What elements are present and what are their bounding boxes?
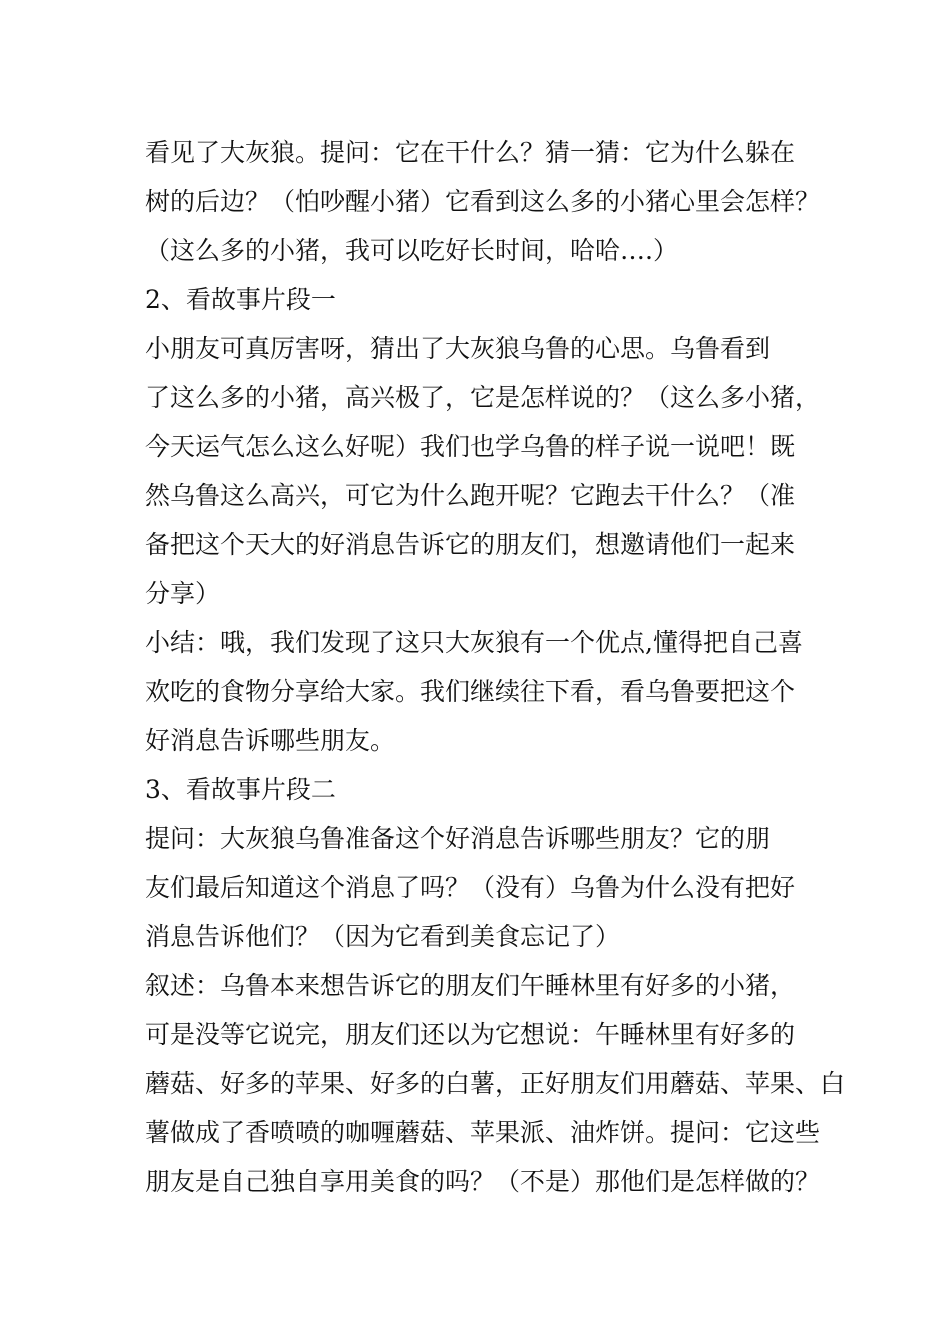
text-line: 蘑菇、好多的苹果、好多的白薯，正好朋友们用蘑菇、苹果、白 — [145, 1069, 846, 1098]
text-line: 友们最后知道这个消息了吗？（没有）乌鲁为什么没有把好 — [145, 873, 796, 902]
text-line: 分享） — [145, 579, 221, 608]
text-line: 薯做成了香喷喷的咖喱蘑菇、苹果派、油炸饼。提问：它这些 — [145, 1118, 821, 1147]
text-line: 小结：哦，我们发现了这只大灰狼有一个优点,懂得把自己喜 — [145, 628, 803, 657]
text-line: 树的后边？（怕吵醒小猪）它看到这么多的小猪心里会怎样？ — [145, 187, 821, 216]
text-line: 可是没等它说完，朋友们还以为它想说：午睡林里有好多的 — [145, 1020, 796, 1049]
text-line: 今天运气怎么这么好呢）我们也学乌鲁的样子说一说吧！既 — [145, 432, 796, 461]
text-line: 欢吃的食物分享给大家。我们继续往下看，看乌鲁要把这个 — [145, 677, 796, 706]
text-line: 然乌鲁这么高兴，可它为什么跑开呢？它跑去干什么？（准 — [145, 481, 796, 510]
text-line: 备把这个天大的好消息告诉它的朋友们，想邀请他们一起来 — [145, 530, 796, 559]
text-line: （这么多的小猪，我可以吃好长时间，哈哈….） — [145, 236, 678, 265]
section-heading: 3、看故事片段二 — [145, 775, 336, 804]
text-line: 看见了大灰狼。提问：它在干什么？猜一猜：它为什么躲在 — [145, 138, 796, 167]
text-line: 小朋友可真厉害呀，猜出了大灰狼乌鲁的心思。乌鲁看到 — [145, 334, 771, 363]
text-line: 了这么多的小猪，高兴极了，它是怎样说的？（这么多小猪， — [145, 383, 821, 412]
text-line: 朋友是自己独自享用美食的吗？（不是）那他们是怎样做的？ — [145, 1167, 821, 1196]
document-body — [145, 128, 846, 1206]
section-heading: 2、看故事片段一 — [145, 285, 336, 314]
text-line: 消息告诉他们？（因为它看到美食忘记了） — [145, 922, 621, 951]
text-line: 叙述：乌鲁本来想告诉它的朋友们午睡林里有好多的小猪， — [145, 971, 796, 1000]
text-line: 提问：大灰狼乌鲁准备这个好消息告诉哪些朋友？它的朋 — [145, 824, 771, 853]
text-line: 好消息告诉哪些朋友。 — [145, 726, 396, 755]
